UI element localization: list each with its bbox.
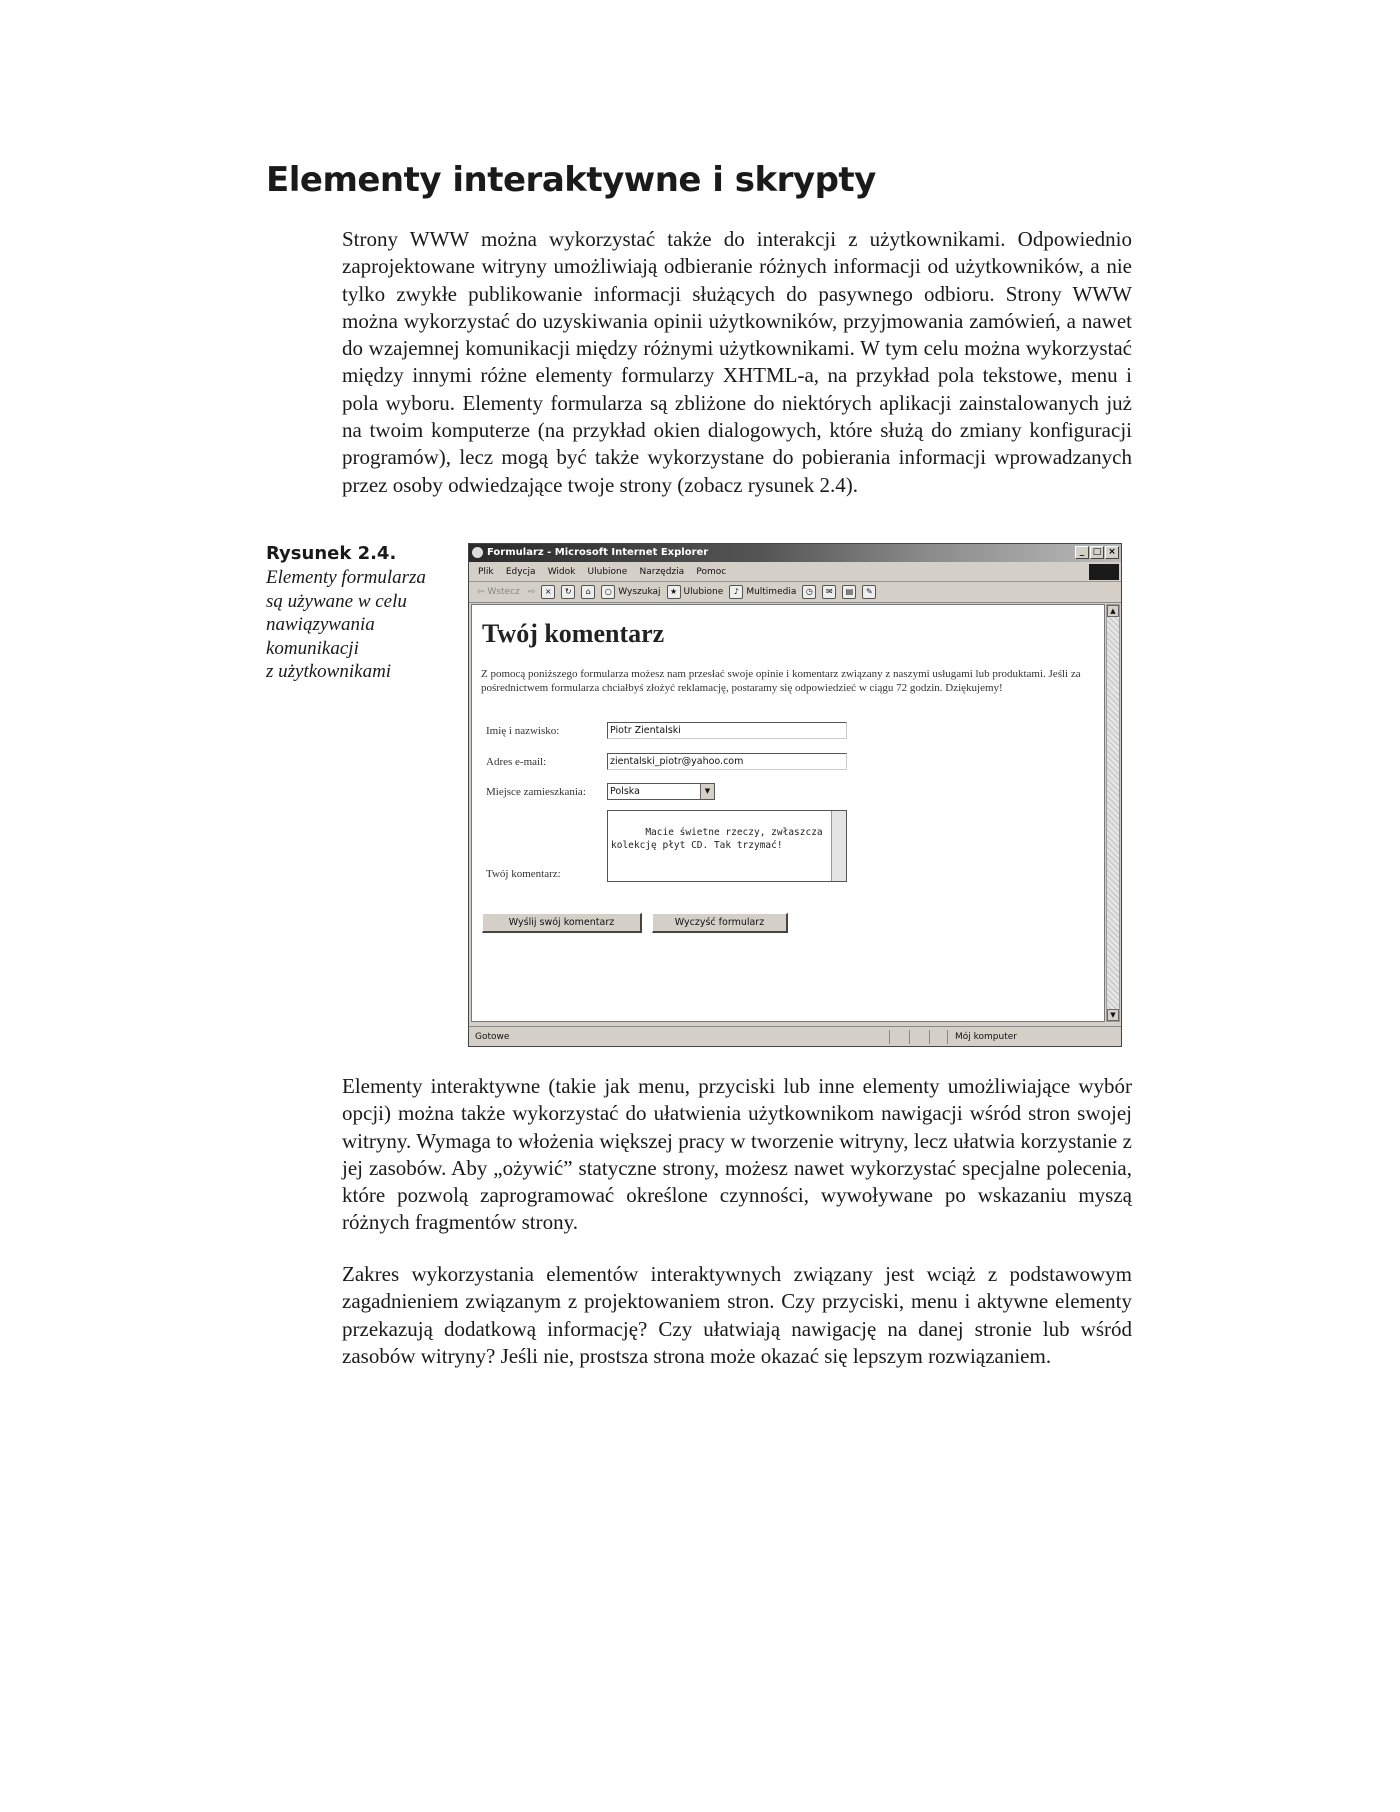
menu-favorites[interactable]: Ulubione xyxy=(587,567,628,577)
history-icon[interactable]: ◷ xyxy=(802,585,816,599)
figure-caption-line: Elementy formularza xyxy=(266,567,426,588)
reset-button[interactable]: Wyczyść formularz xyxy=(652,913,788,933)
forward-arrow-icon[interactable]: ⇨ xyxy=(527,587,536,597)
browser-titlebar xyxy=(469,544,1121,562)
favorites-button[interactable]: Ulubione xyxy=(683,587,724,597)
multimedia-icon: ♪ xyxy=(729,585,743,599)
search-button[interactable]: Wyszukaj xyxy=(618,587,661,597)
body-paragraph: Elementy interaktywne (takie jak menu, przyciski lub inne elementy umożliwiające wybór opcji) można także wykorzystać do ułatwienia użytkownikom nawigacji wśród stron swojej witryny. Wymaga to włożenia większej pracy w tworzenie witryny, lecz ułatwia korzystanie z jej zasobów. Aby „ożywić” statyczne strony, możesz nawet wykorzystać specjalne polecenia, które pozwolą zaprogramować określone czynności, wywoływane po wskazaniu myszą różnych fragmentów strony. xyxy=(342,1074,1132,1235)
menu-edit[interactable]: Edycja xyxy=(505,567,536,577)
residence-label: Miejsce zamieszkania: xyxy=(486,786,586,798)
form-page-title: Twój komentarz xyxy=(482,619,665,648)
print-icon[interactable]: ▤ xyxy=(842,585,856,599)
figure-label: Rysunek 2.4. xyxy=(266,543,397,564)
chevron-down-icon[interactable]: ▼ xyxy=(700,784,714,799)
name-label: Imię i nazwisko: xyxy=(486,725,560,737)
browser-content xyxy=(471,604,1105,1022)
email-input[interactable]: zientalski_piotr@yahoo.com xyxy=(607,753,847,770)
mail-icon[interactable]: ✉ xyxy=(822,585,836,599)
residence-selected-value: Polska xyxy=(610,786,640,797)
scroll-down-icon[interactable]: ▼ xyxy=(1107,1009,1119,1021)
refresh-icon[interactable]: ↻ xyxy=(561,585,575,599)
status-text: Gotowe xyxy=(475,1032,510,1042)
menu-tools[interactable]: Narzędzia xyxy=(639,567,685,577)
comment-text: Macie świetne rzeczy, zwłaszcza kolekcję płyt CD. Tak trzymać! xyxy=(611,827,829,851)
comment-textarea[interactable] xyxy=(607,810,847,882)
home-icon[interactable]: ⌂ xyxy=(581,585,595,599)
submit-button[interactable]: Wyślij swój komentarz xyxy=(482,913,642,933)
page-heading: Elementy interaktywne i skrypty xyxy=(266,160,876,200)
body-paragraph: Zakres wykorzystania elementów interaktywnych związany jest wciąż z podstawowym zagadnieniem związanym z projektowaniem stron. Czy przyciski, menu i aktywne elementy przekazują dodatkową informację? Czy ułatwiają nawigację na danej stronie lub wśród zasobów witryny? Jeśli nie, prostsza strona może okazać się lepszym rozwiązaniem. xyxy=(342,1262,1132,1368)
email-label: Adres e-mail: xyxy=(486,756,547,768)
menu-bar xyxy=(469,563,1121,582)
stop-icon[interactable]: × xyxy=(541,585,555,599)
maximize-button[interactable]: □ xyxy=(1090,546,1104,559)
figure-caption-line: komunikacji xyxy=(266,637,359,659)
browser-toolbar xyxy=(469,582,1121,603)
figure-caption xyxy=(266,542,436,684)
security-zone: Mój komputer xyxy=(955,1032,1017,1042)
form-intro: Z pomocą poniższego formularza możesz nam przesłać swoje opinie i komentarz związany z naszymi usługami lub produktami. Jeśli za pośrednictwem formularza chciałbyś złożyć reklamację, postaramy się odpowiedzieć w ciągu 72 godzin. Dziękujemy! xyxy=(481,668,1081,694)
scroll-up-icon[interactable]: ▲ xyxy=(1107,605,1119,617)
textarea-scrollbar[interactable] xyxy=(831,811,846,881)
menu-file[interactable]: Plik xyxy=(478,567,494,577)
back-button[interactable]: ⇦ Wstecz xyxy=(477,587,520,597)
multimedia-button[interactable]: Multimedia xyxy=(746,587,797,597)
edit-icon[interactable]: ✎ xyxy=(862,585,876,599)
ie-icon xyxy=(472,547,483,558)
menu-view[interactable]: Widok xyxy=(547,567,576,577)
search-icon: ○ xyxy=(601,585,615,599)
browser-title: Formularz - Microsoft Internet Explorer xyxy=(487,547,709,558)
figure-caption-line: są używane w celu xyxy=(266,590,407,612)
residence-select[interactable] xyxy=(607,783,715,800)
menu-help[interactable]: Pomoc xyxy=(696,567,727,577)
close-button[interactable]: × xyxy=(1105,546,1119,559)
figure-caption-line: z użytkownikami xyxy=(266,661,392,682)
windows-logo-icon xyxy=(1089,564,1119,580)
figure-caption-line: nawiązywania xyxy=(266,614,375,635)
intro-paragraph: Strony WWW można wykorzystać także do interakcji z użytkownikami. Odpowiednio zaprojektowane witryny umożliwiają odbieranie różnych informacji od użytkowników, a nie tylko zwykłe publikowanie informacji służących do pasywnego odbioru. Strony WWW można wykorzystać do uzyskiwania opinii użytkowników, przyjmowania zamówień, a nawet do wzajemnej komunikacji między różnymi użytkownikami. W tym celu można wykorzystać między innymi różne elementy formularzy XHTML-a, na przykład pola tekstowe, menu i pola wyboru. Elementy formularza są zbliżone do niektórych aplikacji zainstalowanych już na twoim komputerze (na przykład okien dialogowych, które służą do zmiany konfiguracji programów), lecz mogą być także wykorzystane do pobierania informacji wprowadzanych przez osoby odwiedzające twoje strony (zobacz rysunek 2.4). xyxy=(342,227,1132,497)
name-input[interactable]: Piotr Zientalski xyxy=(607,722,847,739)
page-scrollbar[interactable] xyxy=(1106,604,1120,1022)
browser-window xyxy=(468,543,1122,1047)
minimize-button[interactable]: _ xyxy=(1075,546,1089,559)
comment-label: Twój komentarz: xyxy=(486,868,561,880)
favorites-icon: ★ xyxy=(667,585,681,599)
status-bar xyxy=(469,1026,1121,1047)
